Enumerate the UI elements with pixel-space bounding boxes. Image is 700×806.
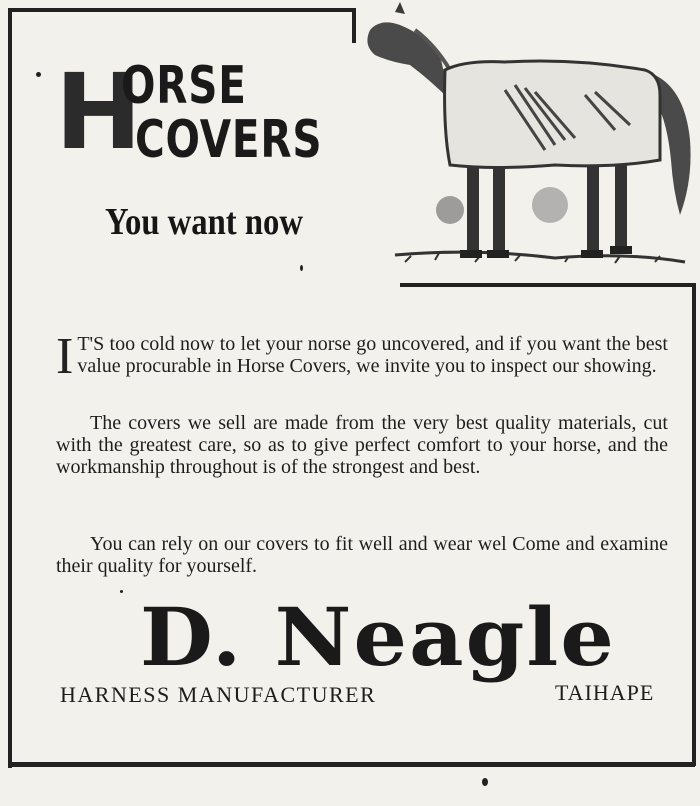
ink-speck (36, 72, 41, 77)
border-right (692, 286, 696, 766)
paragraph-quality: The covers we sell are made from the very best quality materials, cut with the greatest care, so as to give perfect comfort to your horse, and the workmanship throughout is of the strongest and best. (56, 412, 668, 478)
headline-line-1: ORSE (121, 56, 247, 116)
tagline: You want now (105, 201, 303, 243)
horse-in-blanket-icon (355, 0, 700, 285)
ink-speck (482, 778, 488, 786)
merchant-trade: HARNESS MANUFACTURER (60, 682, 377, 707)
border-top-left (10, 8, 355, 12)
paragraph-intro-text: T'S too cold now to let your norse go uncovered, and if you want the best value procurable in Horse Covers, we invite you to inspect our showing. (77, 333, 668, 377)
headline-line-2: COVERS (135, 110, 323, 170)
merchant-town: TAIHAPE (555, 680, 655, 705)
headline-drop-cap: H (55, 51, 141, 173)
paragraph-intro (56, 328, 668, 385)
paragraph-closing: You can rely on our covers to fit well and wear wel Come and examine their quality for yourself. (56, 533, 668, 577)
border-bottom (10, 762, 695, 767)
headline (55, 51, 323, 173)
border-left (8, 8, 12, 768)
ink-speck (300, 265, 303, 271)
merchant-name: D. Neagle (140, 590, 616, 684)
paragraph-drop-cap: I (56, 328, 74, 385)
ink-speck (120, 590, 123, 593)
